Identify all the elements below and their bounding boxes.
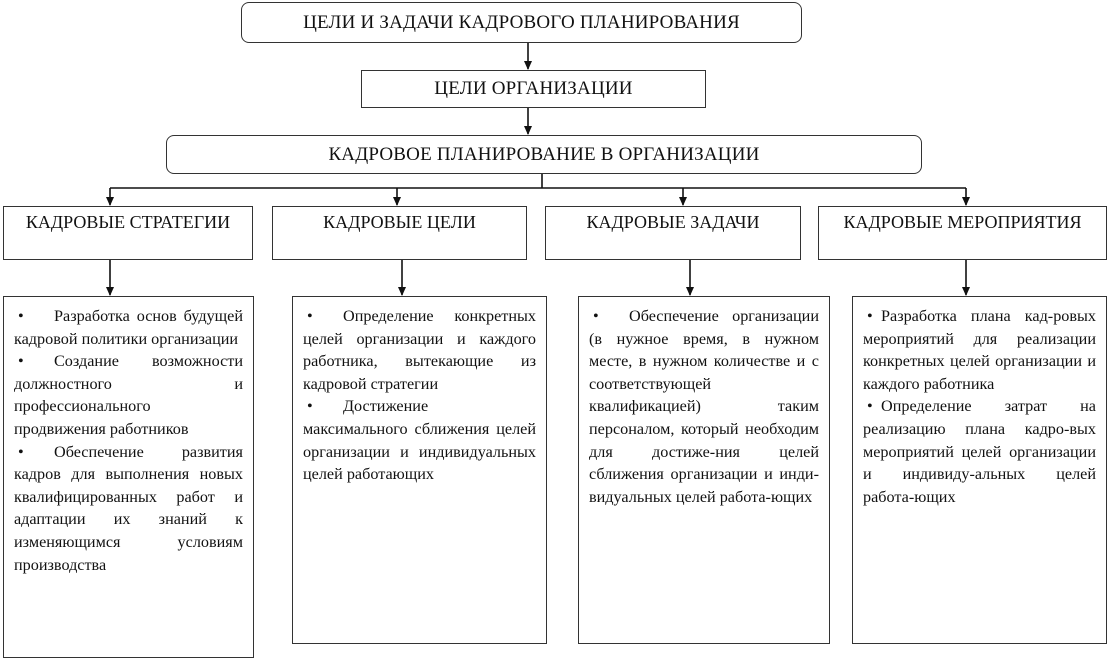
category-strategies: КАДРОВЫЕ СТРАТЕГИИ — [3, 206, 253, 260]
list-item: • Достижение максимального сближения целей организации и индивидуальных целей работающих — [303, 397, 536, 484]
bullet-icon: • — [593, 307, 599, 325]
category-tasks: КАДРОВЫЕ ЗАДАЧИ — [545, 206, 801, 260]
list-item: • Определение конкретных целей организации и каждого работника, вытекающие из кадровой стратегии — [303, 307, 536, 393]
bullet-icon: • — [307, 307, 313, 325]
activities-list — [852, 296, 1107, 644]
bullet-icon: • — [867, 397, 873, 416]
org-goals-box: ЦЕЛИ ОРГАНИЗАЦИИ — [361, 70, 706, 108]
list-item: • Создание возможности должностного и профессионального продвижения работников — [14, 352, 243, 438]
list-item: • Разработка плана кад-ровых мероприятий для реализации конкретных целей организации и каждого работника — [863, 307, 1096, 393]
goals-list — [292, 296, 547, 644]
list-item: • Определение затрат на реализацию плана кадро-вых мероприятий целей организации и индивиду-альных целей работа-ющих — [863, 397, 1096, 506]
tasks-list — [578, 296, 830, 644]
category-goals: КАДРОВЫЕ ЦЕЛИ — [272, 206, 527, 260]
bullet-icon: • — [307, 397, 313, 416]
list-item: • Обеспечение развития кадров для выполнения новых квалифицированных работ и адаптации их знаний к изменяющимся условиям производства — [14, 442, 243, 574]
strategies-list — [3, 296, 254, 658]
category-activities: КАДРОВЫЕ МЕРОПРИЯТИЯ — [818, 206, 1107, 260]
list-item: • Разработка основ будущей кадровой политики организации — [14, 307, 243, 348]
bullet-icon: • — [867, 307, 873, 325]
bullet-icon: • — [18, 307, 24, 325]
bullet-icon: • — [18, 352, 24, 371]
planning-box: КАДРОВОЕ ПЛАНИРОВАНИЕ В ОРГАНИЗАЦИИ — [166, 135, 922, 174]
bullet-icon: • — [18, 442, 24, 461]
list-item: • Обеспечение организации (в нужное время, в нужном месте, в нужном количестве и с соответствующей квалификацией) таким персоналом, который необходим для достиже-ния целей сближения организации и инди-видуальных целей работа-ющих — [589, 307, 819, 506]
diagram-title: ЦЕЛИ И ЗАДАЧИ КАДРОВОГО ПЛАНИРОВАНИЯ — [241, 2, 802, 43]
